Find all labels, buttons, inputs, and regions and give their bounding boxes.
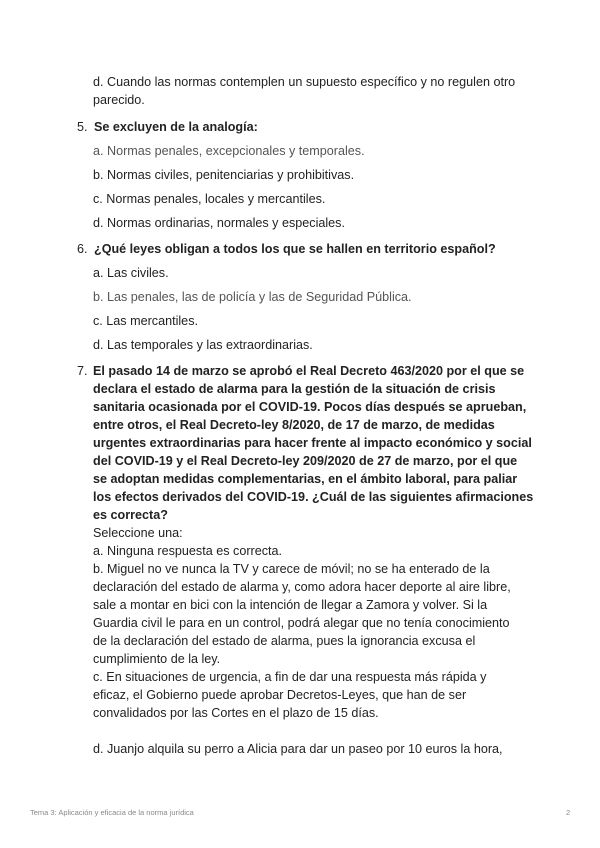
q7-option-b-line: declaración del estado de alarma y, como adora hacer deporte al aire libre,: [93, 580, 511, 594]
q5-option-a: a. Normas penales, excepcionales y temporales.: [93, 144, 365, 158]
question-line: es correcta?: [93, 508, 168, 522]
question-line: del COVID-19 y el Real Decreto-ley 209/2020 de 27 de marzo, por el que: [93, 454, 518, 468]
question-number: 5.: [77, 120, 88, 134]
question-line: entre otros, el Real Decreto-ley 8/2020, de 17 de marzo, de medidas: [93, 418, 495, 432]
q7-option-a: a. Ninguna respuesta es correcta.: [93, 544, 283, 558]
q7-option-c-line: c. En situaciones de urgencia, a fin de dar una respuesta más rápida y: [93, 670, 487, 684]
question-number: 7.: [77, 364, 88, 378]
q7-option-c-line: eficaz, el Gobierno puede aprobar Decretos-Leyes, que han de ser: [93, 688, 467, 702]
option-d-line-1: d. Cuando las normas contemplen un supuesto específico y no regulen otro: [93, 75, 516, 89]
option-d-line-2: parecido.: [93, 93, 145, 107]
q7-option-b-line: sale a montar en bici con la intención de llegar a Zamora y volver. Si la: [93, 598, 488, 612]
question-text: Se excluyen de la analogía:: [94, 120, 258, 134]
q5-option-d: d. Normas ordinarias, normales y especiales.: [93, 216, 345, 230]
footer-title: Tema 3: Aplicación y eficacia de la norma jurídica: [30, 808, 194, 817]
q7-option-b-line: de la declaración del estado de alarma, pues la ignorancia excusa el: [93, 634, 476, 648]
question-line: El pasado 14 de marzo se aprobó el Real Decreto 463/2020 por el que se: [93, 364, 525, 378]
select-prompt: Seleccione una:: [93, 526, 183, 540]
question-7-text: [93, 362, 533, 758]
q7-option-c-line: convalidados por las Cortes en el plazo de 15 días.: [93, 706, 379, 720]
question-line: se adoptan medidas complementarias, en el ámbito laboral, para paliar: [93, 472, 518, 486]
question-line: sanitaria ocasionada por el COVID-19. Pocos días después se aprueban,: [93, 400, 527, 414]
q5-option-b: b. Normas civiles, penitenciarias y prohibitivas.: [93, 168, 355, 182]
question-line: los efectos derivados del COVID-19. ¿Cuál de las siguientes afirmaciones: [93, 490, 534, 504]
page-number: 2: [566, 808, 571, 817]
q6-option-a: a. Las civiles.: [93, 266, 169, 280]
question-text: ¿Qué leyes obligan a todos los que se hallen en territorio español?: [94, 242, 496, 256]
q6-option-b: b. Las penales, las de policía y las de Seguridad Pública.: [93, 290, 412, 304]
q7-option-b-line: Guardia civil le para en un control, podrá alegar que no tenía conocimiento: [93, 616, 510, 630]
question-number: 6.: [77, 242, 88, 256]
question-line: declara el estado de alarma para la gestión de la situación de crisis: [93, 382, 496, 396]
q7-option-b-line: cumplimiento de la ley.: [93, 652, 221, 666]
question-line: urgentes extraordinarias para hacer frente al impacto económico y social: [93, 436, 532, 450]
q7-option-b-line: b. Miguel no ve nunca la TV y carece de móvil; no se ha enterado de la: [93, 562, 490, 576]
q7-option-d: d. Juanjo alquila su perro a Alicia para dar un paseo por 10 euros la hora,: [93, 742, 503, 756]
q5-option-c: c. Normas penales, locales y mercantiles.: [93, 192, 326, 206]
q6-option-d: d. Las temporales y las extraordinarias.: [93, 338, 313, 352]
q6-option-c: c. Las mercantiles.: [93, 314, 198, 328]
